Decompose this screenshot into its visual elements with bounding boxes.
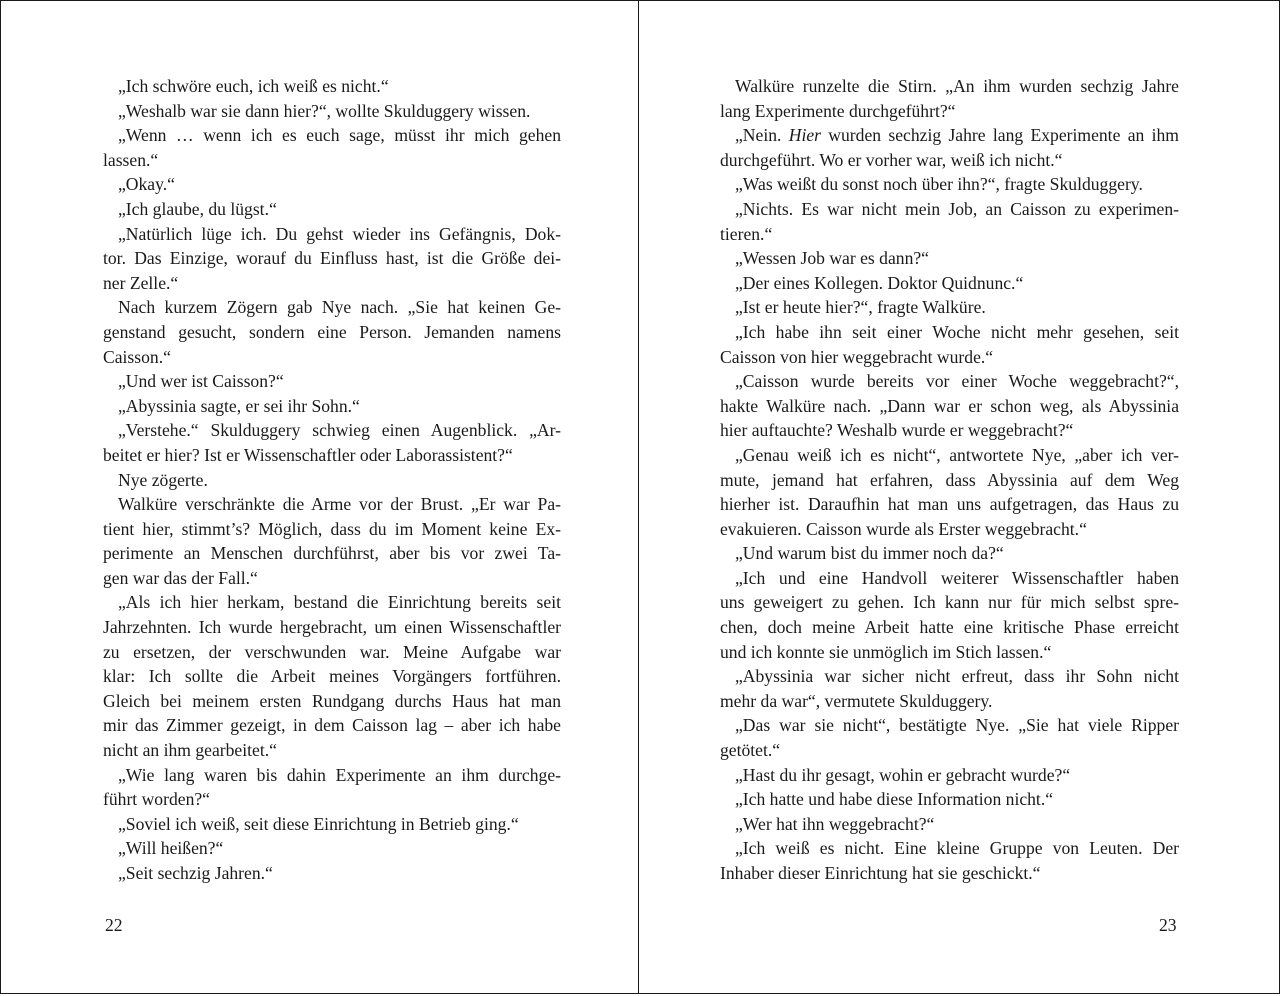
text-line: tient hier, stimmt’s? Möglich, dass du im Moment keine Ex- xyxy=(103,518,561,539)
text-line: zu ersetzen, der verschwunden war. Meine Aufgabe war xyxy=(103,641,561,662)
text-line: gen war das der Fall.“ xyxy=(103,567,258,588)
text-line: „Natürlich lüge ich. Du gehst wieder ins Gefängnis, Dok- xyxy=(118,223,561,244)
text-line: „Wer hat ihn weggebracht?“ xyxy=(735,813,935,834)
text-line: tor. Das Einzige, worauf du Einfluss hast, ist die Größe dei- xyxy=(103,248,561,269)
text-line: „Der eines Kollegen. Doktor Quidnunc.“ xyxy=(735,272,1024,293)
left-page-text xyxy=(103,74,561,886)
text-line: „Caisson wurde bereits vor einer Woche weggebracht?“, xyxy=(735,371,1179,392)
text-line: mehr da war“, vermutete Skulduggery. xyxy=(720,690,993,711)
text-line: durchgeführt. Wo er vorher war, weiß ich nicht.“ xyxy=(720,149,1063,170)
text-line: „Ich und eine Handvoll weiterer Wissenschaftler haben xyxy=(735,567,1179,588)
left-page-number: 22 xyxy=(105,915,123,935)
text-line: „Als ich hier herkam, bestand die Einrichtung bereits seit xyxy=(118,592,561,613)
text-line: „Nein. Hier wurden sechzig Jahre lang Experimente an ihm xyxy=(735,125,1179,146)
text-line: „Okay.“ xyxy=(118,174,175,195)
text-line: „Ich weiß es nicht. Eine kleine Gruppe von Leuten. Der xyxy=(735,838,1179,859)
text-line: „Genau weiß ich es nicht“, antwortete Nye, „aber ich ver- xyxy=(735,444,1179,465)
text-line: „Abyssinia war sicher nicht erfreut, dass ihr Sohn nicht xyxy=(735,666,1179,687)
right-page xyxy=(639,0,1280,994)
text-line: „Soviel ich weiß, seit diese Einrichtung in Betrieb ging.“ xyxy=(118,813,519,834)
text-line: Caisson.“ xyxy=(103,346,171,367)
text-line: perimente an Menschen durchführst, aber bis vor zwei Ta- xyxy=(103,543,561,564)
text-line: tieren.“ xyxy=(720,223,773,244)
text-line: „Ich hatte und habe diese Information nicht.“ xyxy=(735,789,1054,810)
text-line: Walküre runzelte die Stirn. „An ihm wurden sechzig Jahre xyxy=(735,76,1179,96)
text-line: klar: Ich sollte die Arbeit meines Vorgängers fortführen. xyxy=(103,666,561,687)
right-page-text xyxy=(720,74,1179,886)
text-line: Nye zögerte. xyxy=(118,469,208,490)
text-line: „Ich glaube, du lügst.“ xyxy=(118,198,277,219)
text-line: evakuieren. Caisson wurde als Erster weggebracht.“ xyxy=(720,518,1087,539)
text-line: „Ich schwöre euch, ich weiß es nicht.“ xyxy=(118,76,389,96)
text-line: genstand gesucht, sondern eine Person. Jemanden namens xyxy=(103,321,561,342)
text-line: „Und warum bist du immer noch da?“ xyxy=(735,543,1004,564)
text-line: „Ist er heute hier?“, fragte Walküre. xyxy=(735,297,986,318)
text-line: Gleich bei meinem ersten Rundgang durchs Haus hat man xyxy=(103,690,561,711)
text-line: „Wenn … wenn ich es euch sage, müsst ihr mich gehen xyxy=(118,125,561,146)
text-line: Nach kurzem Zögern gab Nye nach. „Sie hat keinen Ge- xyxy=(118,297,561,318)
text-line: „Hast du ihr gesagt, wohin er gebracht wurde?“ xyxy=(735,764,1071,785)
text-line: lang Experimente durchgeführt?“ xyxy=(720,100,956,121)
text-line: „Wessen Job war es dann?“ xyxy=(735,248,929,269)
text-line: „Abyssinia sagte, er sei ihr Sohn.“ xyxy=(118,395,360,416)
text-line: uns geweigert zu gehen. Ich kann nur für mich selbst spre- xyxy=(720,592,1179,613)
text-line: nicht an ihm gearbeitet.“ xyxy=(103,740,277,761)
text-line: Inhaber dieser Einrichtung hat sie geschickt.“ xyxy=(720,863,1041,883)
text-line: „Und wer ist Caisson?“ xyxy=(118,371,284,392)
text-line: „Seit sechzig Jahren.“ xyxy=(118,863,273,883)
text-line: mir das Zimmer gezeigt, in dem Caisson lag – aber ich habe xyxy=(103,715,561,736)
text-line: lassen.“ xyxy=(103,149,159,170)
text-line: getötet.“ xyxy=(720,740,781,761)
text-line: hierher ist. Daraufhin hat man uns aufgetragen, das Haus zu xyxy=(720,494,1179,515)
text-line: Walküre verschränkte die Arme vor der Brust. „Er war Pa- xyxy=(118,494,561,515)
text-line: beitet er hier? Ist er Wissenschaftler oder Laborassistent?“ xyxy=(103,444,513,465)
text-line: „Wie lang waren bis dahin Experimente an ihm durchge- xyxy=(118,764,561,785)
text-line: Caisson von hier weggebracht wurde.“ xyxy=(720,346,994,367)
text-line: chen, doch meine Arbeit hatte eine kritische Phase erreicht xyxy=(720,617,1179,638)
text-line: „Weshalb war sie dann hier?“, wollte Skulduggery wissen. xyxy=(118,100,531,121)
text-line: „Das war sie nicht“, bestätigte Nye. „Sie hat viele Ripper xyxy=(735,715,1179,736)
text-line: „Was weißt du sonst noch über ihn?“, fragte Skulduggery. xyxy=(735,174,1143,195)
text-line: ner Zelle.“ xyxy=(103,272,179,293)
text-line: und ich konnte sie unmöglich im Stich lassen.“ xyxy=(720,641,1052,662)
text-line: „Ich habe ihn seit einer Woche nicht mehr gesehen, seit xyxy=(735,321,1179,342)
left-page xyxy=(0,0,640,994)
text-line: „Verstehe.“ Skulduggery schwieg einen Augenblick. „Ar- xyxy=(118,420,561,441)
text-line: „Nichts. Es war nicht mein Job, an Caisson zu experimen- xyxy=(735,198,1179,219)
text-line: hier auftauchte? Weshalb wurde er weggebracht?“ xyxy=(720,420,1074,441)
right-page-number: 23 xyxy=(1159,915,1177,935)
text-line: führt worden?“ xyxy=(103,789,210,810)
text-line: „Will heißen?“ xyxy=(118,838,224,859)
text-line: hakte Walküre nach. „Dann war er schon weg, als Abyssinia xyxy=(720,395,1179,416)
text-line: mute, jemand hat erfahren, dass Abyssinia auf dem Weg xyxy=(720,469,1179,490)
text-line: Jahrzehnten. Ich wurde hergebracht, um einen Wissenschaftler xyxy=(103,617,561,638)
